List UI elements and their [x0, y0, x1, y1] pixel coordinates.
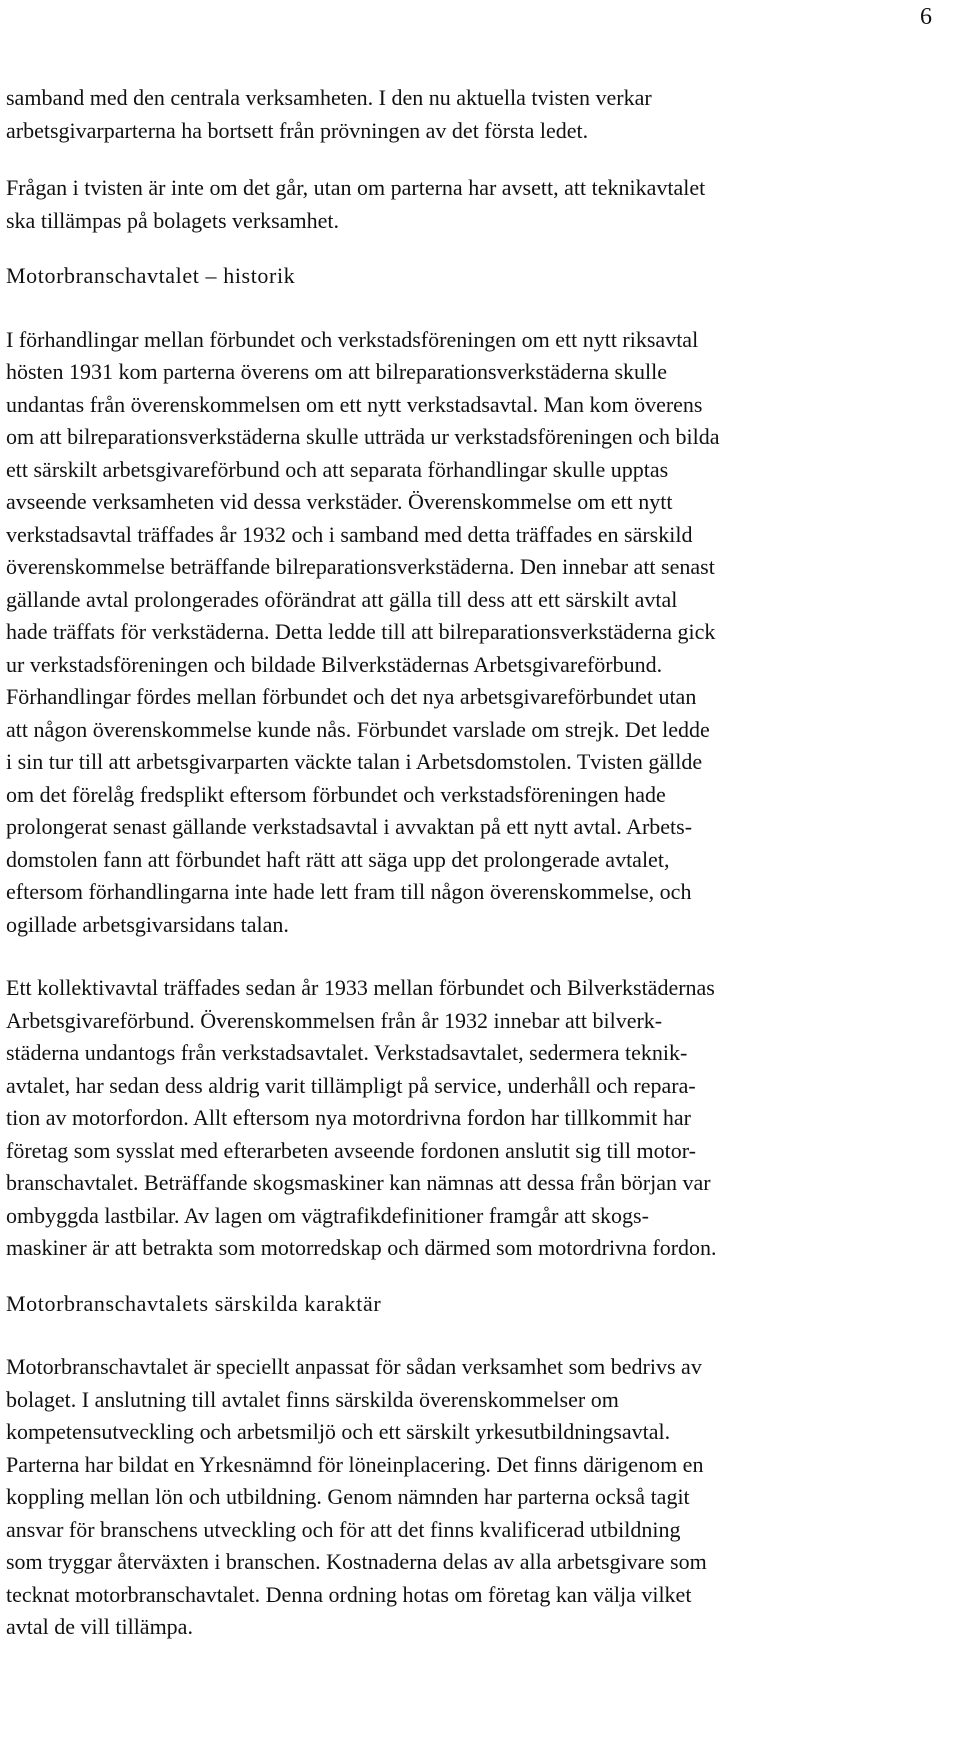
- heading-history: Motorbranschavtalet – historik: [6, 263, 296, 288]
- page-number: 6: [920, 4, 932, 30]
- paragraph-intro-1: samband med den centrala verksamheten. I den nu aktuella tvisten verkar arbetsgivarparterna ha bortsett från prövningen av det första ledet.: [6, 85, 652, 143]
- heading-character: Motorbranschavtalets särskilda karaktär: [6, 1290, 382, 1316]
- paragraph-agreement-1933: Ett kollektivavtal träffades sedan år 1933 mellan förbundet och Bilverkstädernas Arbetsgivareförbund. Överenskommelsen från år 1932 innebar att bilverk- städerna undantogs från verkstadsavtalet. Verkstadsavtalet, sedermera teknik- avtalet, har sedan dess aldrig varit tillämpligt på service, underhåll och repara- tion av motorfordon. Allt eftersom nya motordrivna fordon har tillkommit har företag som sysslat med efterarbeten avseende fordonen anslutit sig till motor- branschavtalet. Beträffande skogsmaskiner kan nämnas att dessa från början var ombyggda lastbilar. Av lagen om vägtrafikdefinitioner framgår att skogs- maskiner är att betrakta som motorredskap och därmed som motordrivna fordon.: [6, 975, 717, 1260]
- paragraph-intro-2: Frågan i tvisten är inte om det går, utan om parterna har avsett, att teknikavtalet ska tillämpas på bolagets verksamhet.: [6, 175, 706, 233]
- paragraph-character: Motorbranschavtalet är speciellt anpassat för sådan verksamhet som bedrivs av bolaget. I anslutning till avtalet finns särskilda överenskommelser om kompetensutveckling och arbetsmiljö och ett särskilt yrkesutbildningsavtal. Parterna har bildat en Yrkesnämnd för löneinplacering. Det finns därigenom en koppling mellan lön och utbildning. Genom nämnden har parterna också tagit ansvar för branschens utveckling och för att det finns kvalificerad utbildning som tryggar återväxten i branschen. Kostnaderna delas av alla arbetsgivare som tecknat motorbranschavtalet. Denna ordning hotas om företag kan välja vilket avtal de vill tillämpa.: [6, 1354, 707, 1639]
- page-content: [6, 82, 954, 1644]
- paragraph-history: I förhandlingar mellan förbundet och verkstadsföreningen om ett nytt riksavtal hösten 1931 kom parterna överens om att bilreparationsverkstäderna skulle undantas från överenskommelsen om ett nytt verkstadsavtal. Man kom överens om att bilreparationsverkstäderna skulle utträda ur verkstadsföreningen och bilda ett särskilt arbetsgivareförbund och att separata förhandlingar skulle upptas avseende verksamheten vid dessa verkstäder. Överenskommelse om ett nytt verkstadsavtal träffades år 1932 och i samband med detta träffades en särskild överenskommelse beträffande bilreparationsverkstäderna. Den innebar att senast gällande avtal prolongerades oförändrat att gälla till dess att ett särskilt avtal hade träffats för verkstäderna. Detta ledde till att bilreparationsverkstäderna gick ur verkstadsföreningen och bildade Bilverkstädernas Arbetsgivareförbund. Förhandlingar fördes mellan förbundet och det nya arbetsgivareförbundet utan att någon överenskommelse kunde nås. Förbundet varslade om strejk. Det ledde i sin tur till att arbetsgivarparten väckte talan i Arbetsdomstolen. Tvisten gällde om det förelåg fredsplikt eftersom förbundet och verkstadsföreningen hade prolongerat senast gällande verkstadsavtal i avvaktan på ett nytt avtal. Arbets- domstolen fann att förbundet haft rätt att säga upp det prolongerade avtalet, eftersom förhandlingarna inte hade lett fram till någon överenskommelse, och ogillade arbetsgivarsidans talan.: [6, 326, 720, 937]
